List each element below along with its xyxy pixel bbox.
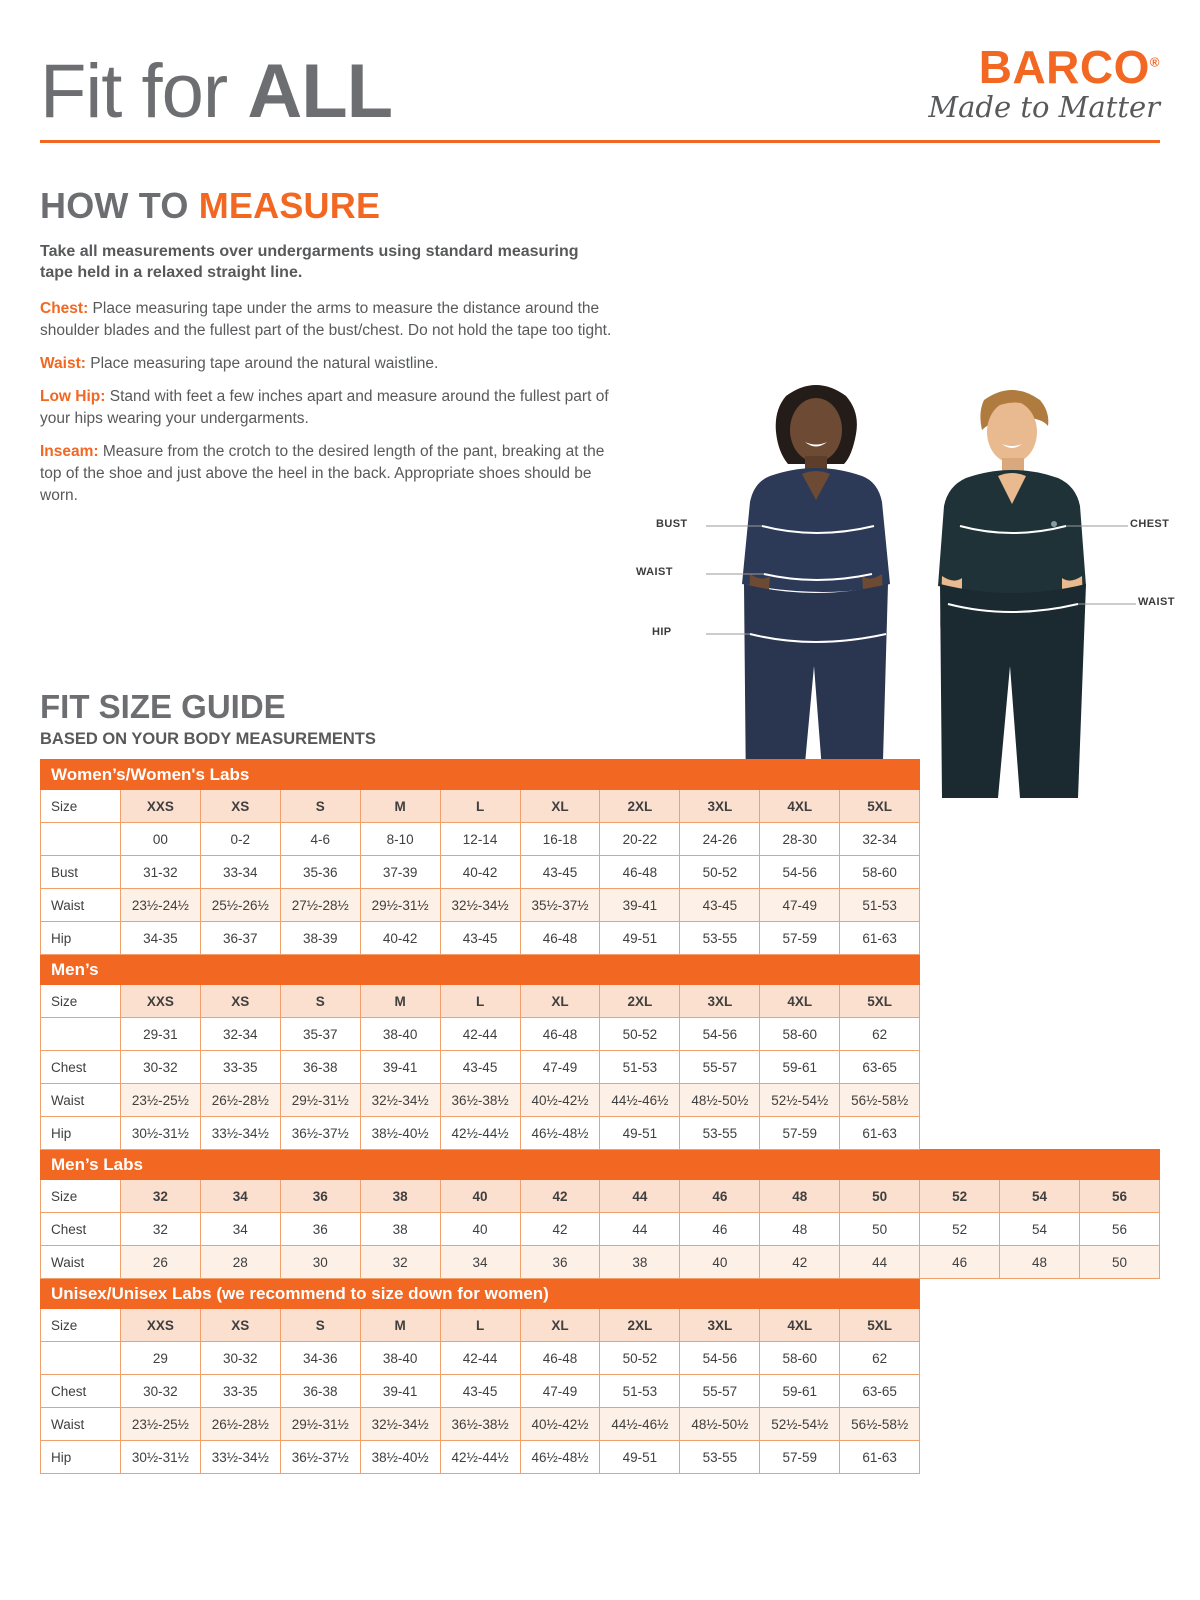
measurement-cell: 38-39: [280, 922, 360, 955]
row-label: Bust: [41, 856, 121, 889]
size-header-cell: L: [440, 790, 520, 823]
measurement-cell: 38½-40½: [360, 1117, 440, 1150]
registered-mark: ®: [1149, 54, 1160, 70]
row-label: Chest: [41, 1375, 121, 1408]
measurement-cell: 47-49: [760, 889, 840, 922]
size-header-cell: 3XL: [680, 790, 760, 823]
numeric-size-cell: 62: [840, 1342, 920, 1375]
size-header-cell: 3XL: [680, 985, 760, 1018]
size-header-cell: XL: [520, 985, 600, 1018]
size-header-cell: 40: [440, 1180, 520, 1213]
guide-title: FIT SIZE GUIDE: [40, 688, 286, 725]
measurement-cell: 57-59: [760, 1117, 840, 1150]
measurement-cell: 52: [920, 1213, 1000, 1246]
measurement-cell: 32½-34½: [360, 1084, 440, 1117]
guide-subtitle: BASED ON YOUR BODY MEASUREMENTS: [40, 730, 376, 748]
measurement-cell: 46: [680, 1213, 760, 1246]
size-header-cell: 4XL: [760, 790, 840, 823]
size-header-cell: M: [360, 985, 440, 1018]
measurement-cell: 43-45: [520, 856, 600, 889]
numeric-size-row: [41, 1018, 1160, 1051]
measurement-cell: 36½-37½: [280, 1441, 360, 1474]
table-row: [41, 1117, 1160, 1150]
measurement-cell: 56½-58½: [840, 1084, 920, 1117]
numeric-size-cell: 50-52: [600, 1342, 680, 1375]
measurement-cell: 50: [840, 1213, 920, 1246]
measurement-cell: 26½-28½: [200, 1408, 280, 1441]
size-header-cell: 5XL: [840, 1309, 920, 1342]
measurement-cell: 32½-34½: [360, 1408, 440, 1441]
measurement-cell: 27½-28½: [280, 889, 360, 922]
size-header-cell: 2XL: [600, 790, 680, 823]
size-header-cell: 54: [1000, 1180, 1080, 1213]
brand-name: [928, 41, 1160, 93]
measurement-cell: 33½-34½: [200, 1117, 280, 1150]
measurement-cell: 40-42: [440, 856, 520, 889]
size-header-cell: 38: [360, 1180, 440, 1213]
measurement-cell: 51-53: [840, 889, 920, 922]
measurement-cell: 28: [200, 1246, 280, 1279]
numeric-size-cell: 62: [840, 1018, 920, 1051]
measurement-cell: 40½-42½: [520, 1408, 600, 1441]
measure-item-low-hip: [40, 386, 620, 430]
size-header-cell: XL: [520, 1309, 600, 1342]
row-label: Waist: [41, 889, 121, 922]
table-row: [41, 1375, 1160, 1408]
size-header-cell: 56: [1079, 1180, 1159, 1213]
measurement-cell: 48: [1000, 1246, 1080, 1279]
size-header-cell: 42: [520, 1180, 600, 1213]
measurement-cell: 34: [200, 1213, 280, 1246]
measurement-cell: 30½-31½: [120, 1117, 200, 1150]
measurement-cell: 53-55: [680, 922, 760, 955]
how-to-measure-heading: [40, 185, 1160, 227]
size-header-cell: 4XL: [760, 1309, 840, 1342]
measurement-cell: 43-45: [440, 1051, 520, 1084]
numeric-size-cell: 32-34: [200, 1018, 280, 1051]
measurement-cell: 47-49: [520, 1051, 600, 1084]
measurement-cell: 56: [1079, 1213, 1159, 1246]
measurement-cell: 39-41: [600, 889, 680, 922]
measurement-cell: 50: [1079, 1246, 1159, 1279]
size-label: Size: [41, 1309, 121, 1342]
table-band-2: [41, 1150, 1160, 1180]
measurement-cell: 46: [920, 1246, 1000, 1279]
measurement-cell: 38: [600, 1246, 680, 1279]
row-label: Chest: [41, 1051, 121, 1084]
numeric-size-cell: 42-44: [440, 1018, 520, 1051]
measurement-cell: 26: [120, 1246, 200, 1279]
measurement-cell: 36½-38½: [440, 1084, 520, 1117]
measurement-cell: 53-55: [680, 1441, 760, 1474]
numeric-size-cell: 42-44: [440, 1342, 520, 1375]
numeric-size-cell: 20-22: [600, 823, 680, 856]
measurement-cell: 33-35: [200, 1375, 280, 1408]
page-title-bold: ALL: [247, 48, 393, 134]
measure-label-inseam: Inseam:: [40, 443, 99, 461]
measurement-cell: 32: [360, 1246, 440, 1279]
measurement-cell: 42: [520, 1213, 600, 1246]
size-header-cell: 32: [120, 1180, 200, 1213]
numeric-size-cell: 29: [120, 1342, 200, 1375]
heading-plain: HOW TO: [40, 184, 199, 226]
measurement-cell: 46-48: [520, 922, 600, 955]
measurement-cell: 34-35: [120, 922, 200, 955]
numeric-size-cell: 30-32: [200, 1342, 280, 1375]
measure-label-low-hip: Low Hip:: [40, 388, 106, 406]
size-header-cell: XS: [200, 790, 280, 823]
measurement-cell: 43-45: [440, 922, 520, 955]
measurement-cell: 56½-58½: [840, 1408, 920, 1441]
measurement-cell: 46-48: [600, 856, 680, 889]
measurement-cell: 51-53: [600, 1051, 680, 1084]
measurement-cell: 42: [760, 1246, 840, 1279]
measurement-cell: 36-38: [280, 1375, 360, 1408]
measurement-cell: 29½-31½: [280, 1408, 360, 1441]
table-header-row: [41, 985, 1160, 1018]
numeric-size-cell: 50-52: [600, 1018, 680, 1051]
size-header-cell: L: [440, 985, 520, 1018]
measurement-cell: 34: [440, 1246, 520, 1279]
measure-label-waist: Waist:: [40, 355, 86, 373]
measurement-cell: 54-56: [760, 856, 840, 889]
numeric-size-cell: 34-36: [280, 1342, 360, 1375]
table-band-label: Men’s: [41, 955, 920, 985]
measurement-cell: 57-59: [760, 922, 840, 955]
size-header-cell: 5XL: [840, 790, 920, 823]
table-band-1: [41, 955, 1160, 985]
size-header-cell: 34: [200, 1180, 280, 1213]
size-header-cell: M: [360, 790, 440, 823]
measurement-cell: 30-32: [120, 1051, 200, 1084]
numeric-size-cell: 28-30: [760, 823, 840, 856]
size-header-cell: XXS: [120, 790, 200, 823]
measurement-cell: 49-51: [600, 1117, 680, 1150]
measurement-cell: 30-32: [120, 1375, 200, 1408]
measurement-cell: 23½-25½: [120, 1084, 200, 1117]
measurement-cell: 42½-44½: [440, 1117, 520, 1150]
measurement-cell: 33½-34½: [200, 1441, 280, 1474]
measurement-cell: 51-53: [600, 1375, 680, 1408]
table-band-label: Men’s Labs: [41, 1150, 1160, 1180]
size-header-cell: 2XL: [600, 985, 680, 1018]
measurement-cell: 30: [280, 1246, 360, 1279]
table-row: [41, 1213, 1160, 1246]
size-header-cell: 50: [840, 1180, 920, 1213]
measurement-cell: 40½-42½: [520, 1084, 600, 1117]
measurement-cell: 26½-28½: [200, 1084, 280, 1117]
size-table: [40, 759, 1160, 1474]
label-hip: HIP: [652, 626, 672, 638]
measurement-cell: 50-52: [680, 856, 760, 889]
page-title-light: Fit for: [40, 48, 248, 134]
measurement-cell: 35-36: [280, 856, 360, 889]
measurement-cell: 59-61: [760, 1375, 840, 1408]
measure-text-inseam: Measure from the crotch to the desired length of the pant, breaking at the top of the shoe and just above the heel in the back. Appropriate shoes should be worn.: [40, 443, 605, 505]
numeric-size-cell: 16-18: [520, 823, 600, 856]
measurement-cell: 52½-54½: [760, 1084, 840, 1117]
measure-text-chest: Place measuring tape under the arms to measure the distance around the shoulder blades and the fullest part of the bust/chest. Do not hold the tape too tight.: [40, 300, 612, 340]
measurement-cell: 23½-25½: [120, 1408, 200, 1441]
measurement-cell: 31-32: [120, 856, 200, 889]
table-band-3: [41, 1279, 1160, 1309]
table-row: [41, 922, 1160, 955]
table-band-label: Unisex/Unisex Labs (we recommend to size down for women): [41, 1279, 920, 1309]
size-header-cell: 2XL: [600, 1309, 680, 1342]
measurement-cell: 54: [1000, 1213, 1080, 1246]
measurement-cell: 36: [520, 1246, 600, 1279]
brand-name-text: BARCO: [978, 41, 1150, 93]
measurement-cell: 25½-26½: [200, 889, 280, 922]
size-header-cell: S: [280, 985, 360, 1018]
measurement-cell: 48½-50½: [680, 1084, 760, 1117]
size-label: Size: [41, 790, 121, 823]
measurement-cell: 44½-46½: [600, 1408, 680, 1441]
numeric-size-cell: 12-14: [440, 823, 520, 856]
measurement-cell: 52½-54½: [760, 1408, 840, 1441]
measurement-cell: 43-45: [680, 889, 760, 922]
numeric-size-cell: 54-56: [680, 1342, 760, 1375]
table-row: [41, 1084, 1160, 1117]
numeric-size-cell: 24-26: [680, 823, 760, 856]
numeric-size-cell: 38-40: [360, 1342, 440, 1375]
measurement-cell: 32: [120, 1213, 200, 1246]
measurement-cell: 39-41: [360, 1375, 440, 1408]
table-header-row: [41, 1309, 1160, 1342]
measurement-cell: 55-57: [680, 1375, 760, 1408]
measurement-cell: 30½-31½: [120, 1441, 200, 1474]
measurement-cell: 63-65: [840, 1051, 920, 1084]
measurement-cell: 33-34: [200, 856, 280, 889]
measurement-cell: 36-38: [280, 1051, 360, 1084]
measurement-cell: 53-55: [680, 1117, 760, 1150]
measurement-cell: 32½-34½: [440, 889, 520, 922]
measurement-cell: 36½-38½: [440, 1408, 520, 1441]
numeric-size-cell: 8-10: [360, 823, 440, 856]
size-header-cell: 44: [600, 1180, 680, 1213]
measurement-cell: 59-61: [760, 1051, 840, 1084]
table-band-label: Women’s/Women's Labs: [41, 760, 920, 790]
size-header-cell: S: [280, 1309, 360, 1342]
numeric-size-cell: 58-60: [760, 1018, 840, 1051]
label-waist-left: WAIST: [636, 566, 673, 578]
size-header-cell: XXS: [120, 985, 200, 1018]
size-header-cell: 52: [920, 1180, 1000, 1213]
size-header-cell: M: [360, 1309, 440, 1342]
measurement-cell: 57-59: [760, 1441, 840, 1474]
table-row: [41, 1441, 1160, 1474]
measurement-cell: 49-51: [600, 1441, 680, 1474]
row-label: Hip: [41, 1117, 121, 1150]
row-label: Chest: [41, 1213, 121, 1246]
size-header-cell: XXS: [120, 1309, 200, 1342]
fit-size-guide: [40, 688, 1160, 1474]
measurement-cell: 44: [840, 1246, 920, 1279]
row-label: Hip: [41, 1441, 121, 1474]
measure-text-waist: Place measuring tape around the natural waistline.: [85, 355, 439, 373]
measurement-cell: 38½-40½: [360, 1441, 440, 1474]
measure-label-chest: Chest:: [40, 300, 89, 318]
table-row: [41, 889, 1160, 922]
measurement-cell: 48½-50½: [680, 1408, 760, 1441]
row-label: Waist: [41, 1408, 121, 1441]
table-header-row: [41, 790, 1160, 823]
measurement-cell: 44½-46½: [600, 1084, 680, 1117]
numeric-size-cell: 46-48: [520, 1018, 600, 1051]
numeric-size-cell: 38-40: [360, 1018, 440, 1051]
measurement-cell: 42½-44½: [440, 1441, 520, 1474]
size-header-cell: XS: [200, 1309, 280, 1342]
brand-tagline: Made to Matter: [928, 90, 1160, 124]
numeric-size-cell: 32-34: [840, 823, 920, 856]
brand-logo: [928, 41, 1160, 128]
measurement-cell: 35½-37½: [520, 889, 600, 922]
table-header-row: [41, 1180, 1160, 1213]
numeric-size-cell: 46-48: [520, 1342, 600, 1375]
size-header-cell: S: [280, 790, 360, 823]
measurement-cell: 48: [760, 1213, 840, 1246]
table-row: [41, 1051, 1160, 1084]
numeric-size-cell: 35-37: [280, 1018, 360, 1051]
measurement-cell: 49-51: [600, 922, 680, 955]
measurement-cell: 46½-48½: [520, 1117, 600, 1150]
row-label: Hip: [41, 922, 121, 955]
numeric-size-row: [41, 1342, 1160, 1375]
measurement-cell: 38: [360, 1213, 440, 1246]
measurement-cell: 23½-24½: [120, 889, 200, 922]
measurement-cell: 58-60: [840, 856, 920, 889]
measurement-cell: 40-42: [360, 922, 440, 955]
header-divider: [40, 140, 1160, 143]
numeric-size-row: [41, 823, 1160, 856]
numeric-size-cell: 54-56: [680, 1018, 760, 1051]
measurement-cell: 37-39: [360, 856, 440, 889]
measure-intro: Take all measurements over undergarments using standard measuring tape held in a relaxed straight line.: [40, 242, 579, 282]
size-header-cell: 48: [760, 1180, 840, 1213]
measurement-cell: 47-49: [520, 1375, 600, 1408]
measurement-cell: 44: [600, 1213, 680, 1246]
measurement-cell: 39-41: [360, 1051, 440, 1084]
table-band-0: [41, 760, 1160, 790]
size-header-cell: 46: [680, 1180, 760, 1213]
measurement-cell: 40: [680, 1246, 760, 1279]
size-header-cell: 36: [280, 1180, 360, 1213]
measure-item-inseam: [40, 441, 620, 507]
numeric-size-cell: 4-6: [280, 823, 360, 856]
measurement-cell: 63-65: [840, 1375, 920, 1408]
measure-item-chest: [40, 298, 620, 342]
label-waist-right: WAIST: [1138, 596, 1175, 608]
numeric-size-cell: 0-2: [200, 823, 280, 856]
page-title: [40, 48, 393, 134]
measurement-cell: 36½-37½: [280, 1117, 360, 1150]
measurement-cell: 29½-31½: [280, 1084, 360, 1117]
measure-item-waist: [40, 353, 620, 375]
row-label: Waist: [41, 1084, 121, 1117]
measurement-cell: 61-63: [840, 922, 920, 955]
table-row: [41, 1246, 1160, 1279]
measurement-cell: 46½-48½: [520, 1441, 600, 1474]
measurement-cell: 40: [440, 1213, 520, 1246]
measurement-cell: 36-37: [200, 922, 280, 955]
measure-text-low-hip: Stand with feet a few inches apart and measure around the fullest part of your hips wearing your undergarments.: [40, 388, 609, 428]
measurement-cell: 43-45: [440, 1375, 520, 1408]
measurement-cell: 61-63: [840, 1117, 920, 1150]
numeric-size-label: [41, 1018, 121, 1051]
measurement-cell: 29½-31½: [360, 889, 440, 922]
size-header-cell: 3XL: [680, 1309, 760, 1342]
measurement-cell: 61-63: [840, 1441, 920, 1474]
size-header-cell: 5XL: [840, 985, 920, 1018]
measurement-cell: 36: [280, 1213, 360, 1246]
numeric-size-cell: 00: [120, 823, 200, 856]
page-header: [40, 0, 1160, 138]
label-chest-right: CHEST: [1130, 518, 1170, 530]
size-label: Size: [41, 985, 121, 1018]
size-header-cell: XL: [520, 790, 600, 823]
size-header-cell: XS: [200, 985, 280, 1018]
size-header-cell: 4XL: [760, 985, 840, 1018]
numeric-size-label: [41, 1342, 121, 1375]
size-header-cell: L: [440, 1309, 520, 1342]
numeric-size-cell: 29-31: [120, 1018, 200, 1051]
size-label: Size: [41, 1180, 121, 1213]
measurement-cell: 55-57: [680, 1051, 760, 1084]
table-row: [41, 856, 1160, 889]
numeric-size-cell: 58-60: [760, 1342, 840, 1375]
row-label: Waist: [41, 1246, 121, 1279]
table-row: [41, 1408, 1160, 1441]
measurement-cell: 33-35: [200, 1051, 280, 1084]
numeric-size-label: [41, 823, 121, 856]
label-bust: BUST: [656, 518, 688, 530]
heading-highlight: MEASURE: [198, 184, 381, 226]
